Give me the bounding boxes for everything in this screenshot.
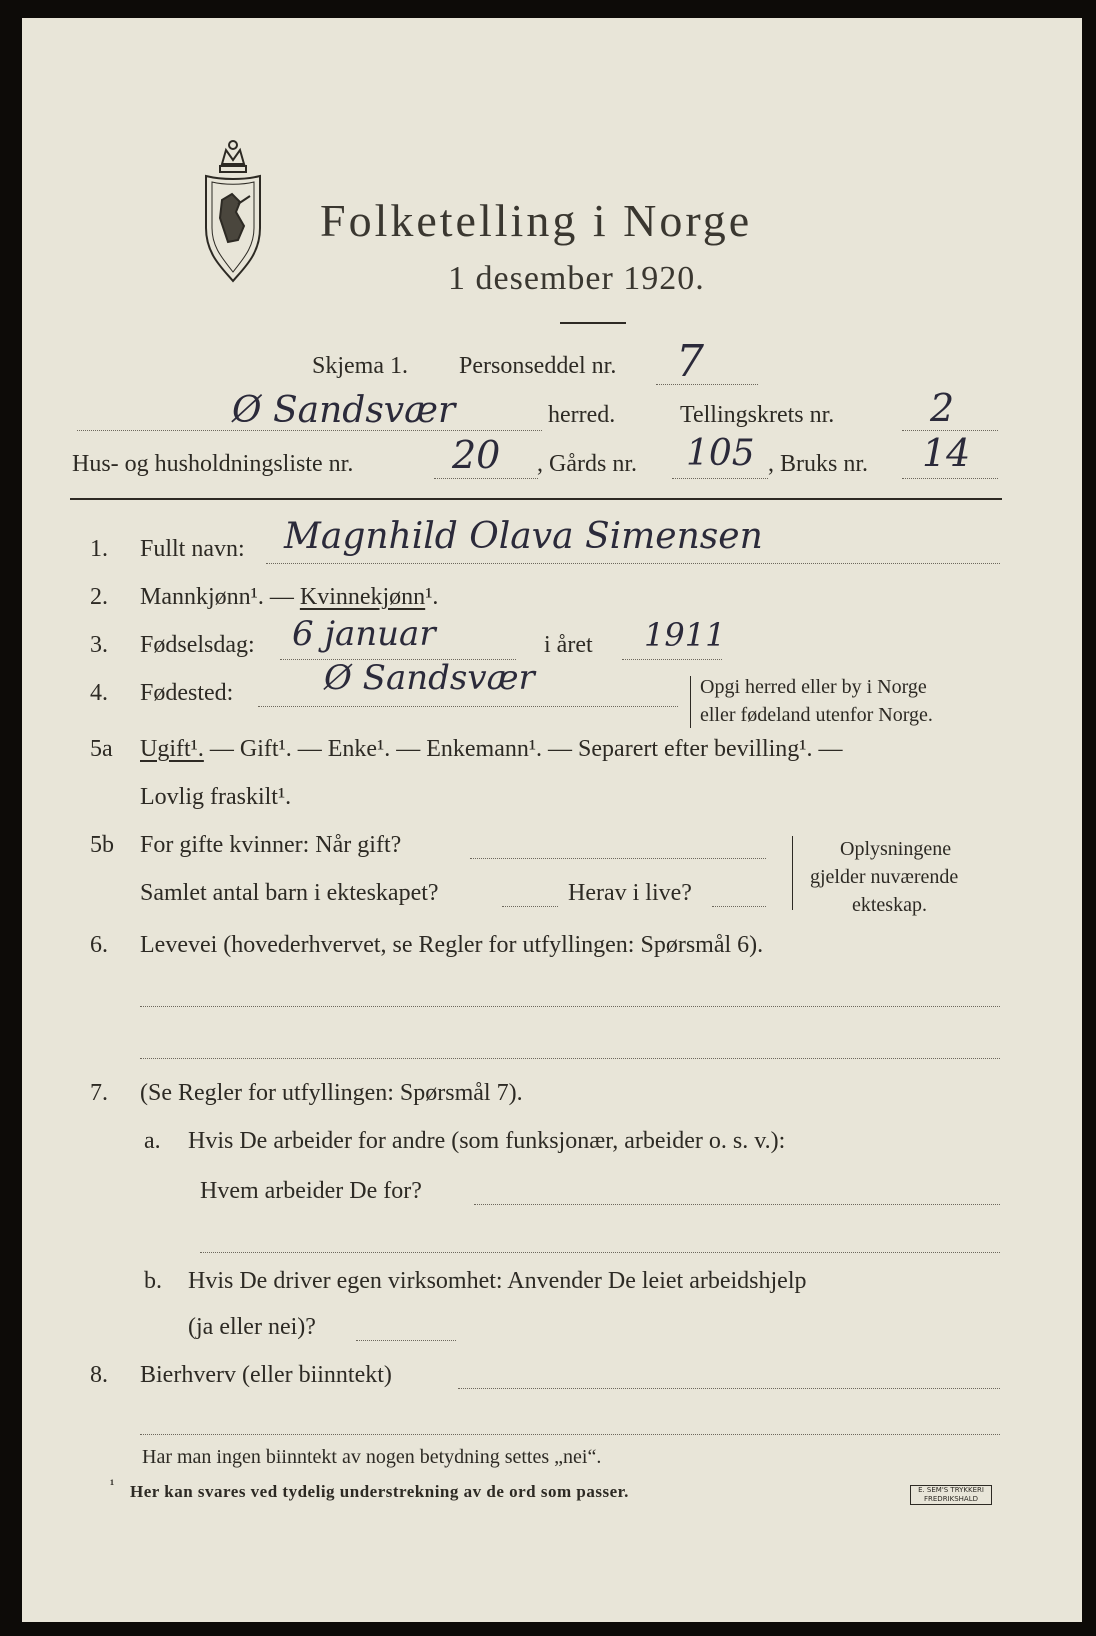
q3-year-value: 1911: [644, 616, 726, 654]
gards-label: , Gårds nr.: [537, 451, 637, 477]
q4-note-brace: [690, 676, 691, 728]
q7a-line1: Hvis De arbeider for andre (som funksjonær, arbeider o. s. v.):: [188, 1128, 786, 1154]
personseddel-value: 7: [676, 336, 704, 387]
q5b-note3: ekteskap.: [852, 894, 927, 916]
hus-value: 20: [452, 433, 501, 477]
q3-label: Fødselsdag:: [140, 632, 255, 658]
q4-note-line1: Opgi herred eller by i Norge: [700, 676, 927, 698]
q5a-other-options: — Gift¹. — Enke¹. — Enkemann¹. — Separert efter bevilling¹. —: [209, 736, 843, 762]
q8-number: 8.: [90, 1362, 108, 1388]
q5b-barn-line: [502, 906, 558, 907]
hus-label: Hus- og husholdningsliste nr.: [72, 451, 354, 477]
q7a-letter: a.: [144, 1128, 161, 1154]
q3-year-label: i året: [544, 632, 593, 658]
q7a-answer-line1: [474, 1204, 1000, 1205]
schema-label: Skjema 1.: [312, 353, 408, 379]
q5b-note1: Oplysningene: [840, 838, 952, 860]
hus-line: [434, 478, 538, 479]
footnote-mark: ¹: [110, 1478, 115, 1493]
q6-line1: [140, 1006, 1000, 1007]
q8-note: Har man ingen biinntekt av nogen betydning settes „nei“.: [142, 1446, 602, 1468]
personseddel-label: Personseddel nr.: [459, 353, 617, 379]
q4-number: 4.: [90, 680, 108, 706]
q7-number: 7.: [90, 1080, 108, 1106]
q3-date-value: 6 januar: [292, 614, 436, 654]
q5a-ugift: Ugift¹.: [140, 736, 204, 762]
q2-options: [140, 584, 438, 611]
q4-value: Ø Sandsvær: [324, 658, 535, 698]
q7b-answer-line: [356, 1340, 456, 1341]
q3-year-line: [622, 659, 722, 660]
personseddel-line: [656, 384, 758, 385]
census-date: 1 desember 1920.: [448, 260, 705, 297]
q2-kvinne: Kvinnekjønn: [299, 584, 426, 610]
q7-label: (Se Regler for utfyllingen: Spørsmål 7).: [140, 1080, 523, 1106]
q5a-line2: Lovlig fraskilt¹.: [140, 784, 292, 810]
title-divider: [560, 322, 626, 324]
q2-number: 2.: [90, 584, 108, 610]
q5b-note-brace: [792, 836, 793, 910]
q5b-number: 5b: [90, 832, 114, 858]
q4-note-line2: eller fødeland utenfor Norge.: [700, 704, 933, 726]
herred-label: herred.: [548, 402, 616, 428]
q2-mann: Mannkjønn¹. —: [140, 584, 294, 610]
bruks-label: , Bruks nr.: [768, 451, 869, 477]
q5b-gift-line: [470, 858, 766, 859]
q2-kvinne-sup: ¹.: [425, 584, 439, 610]
q1-value: Magnhild Olava Simensen: [284, 516, 763, 557]
printer-stamp: [910, 1485, 992, 1505]
bruks-value: 14: [922, 431, 971, 475]
q5b-line2a: Samlet antal barn i ekteskapet?: [140, 880, 439, 906]
q7b-line2: (ja eller nei)?: [188, 1314, 316, 1340]
gards-value: 105: [686, 433, 755, 474]
printer-stamp-line2: FREDRIKSHALD: [923, 1495, 978, 1503]
q8-answer-line2: [140, 1434, 1000, 1435]
q3-number: 3.: [90, 632, 108, 658]
q7a-answer-line2: [200, 1252, 1000, 1253]
q6-number: 6.: [90, 932, 108, 958]
coat-of-arms-icon: [192, 136, 274, 286]
q5a-options: [140, 736, 842, 763]
printer-stamp-line1: E. SEM'S TRYKKERI: [918, 1486, 984, 1494]
q5b-live-line: [712, 906, 766, 907]
q7a-line2: Hvem arbeider De for?: [200, 1178, 422, 1204]
header-divider: [70, 498, 1002, 500]
q8-label: Bierhverv (eller biinntekt): [140, 1362, 392, 1388]
tellingskrets-label: Tellingskrets nr.: [680, 402, 835, 428]
q5b-line1: For gifte kvinner: Når gift?: [140, 832, 402, 858]
q4-label: Fødested:: [140, 680, 234, 706]
q1-line: [266, 563, 1000, 564]
census-form: [22, 18, 1082, 1622]
tellingskrets-value: 2: [930, 386, 955, 430]
q5b-line2b: Herav i live?: [568, 880, 692, 906]
q1-label: Fullt navn:: [140, 536, 245, 562]
bruks-line: [902, 478, 998, 479]
q8-answer-line1: [458, 1388, 1000, 1389]
q5b-note2: gjelder nuværende: [810, 866, 959, 888]
q6-label: Levevei (hovederhvervet, se Regler for utfyllingen: Spørsmål 6).: [140, 932, 764, 958]
gards-line: [672, 478, 768, 479]
q5a-number: 5a: [90, 736, 113, 762]
footnote-text: Her kan svares ved tydelig understrekning av de ord som passer.: [130, 1482, 629, 1501]
q4-line: [258, 706, 678, 707]
q7b-line1: Hvis De driver egen virksomhet: Anvender De leiet arbeidshjelp: [188, 1268, 807, 1294]
herred-value: Ø Sandsvær: [232, 390, 456, 431]
q7b-letter: b.: [144, 1268, 162, 1294]
q1-number: 1.: [90, 536, 108, 562]
form-title: Folketelling i Norge: [320, 195, 753, 246]
q6-line2: [140, 1058, 1000, 1059]
